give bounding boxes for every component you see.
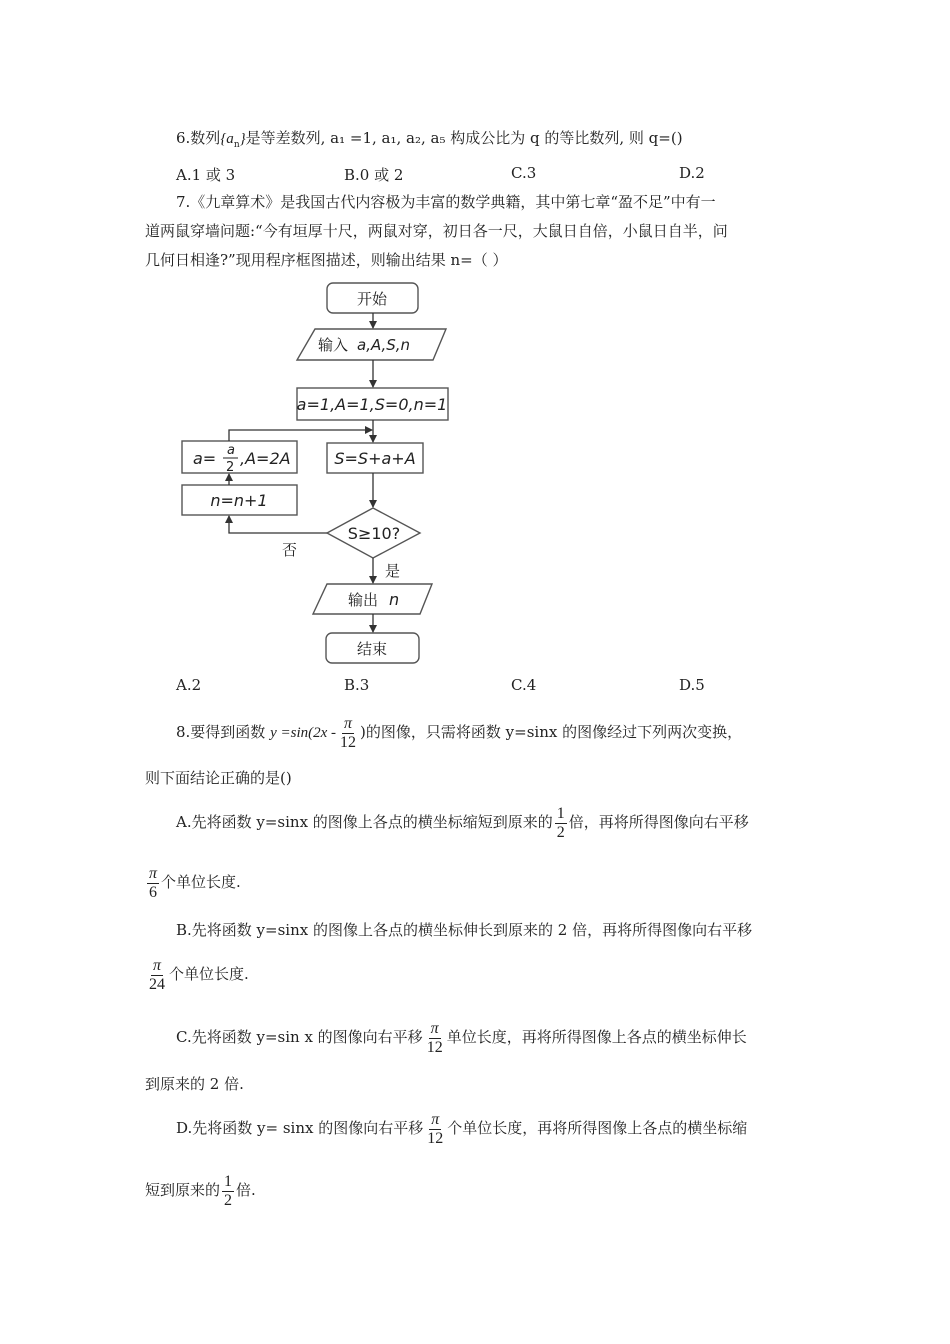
update-a-num: a: [227, 443, 235, 458]
q8-stem-line2: 则下面结论正确的是(): [145, 769, 292, 787]
q6-option-c: C.3: [511, 164, 537, 182]
update-a-den: 2: [226, 460, 235, 475]
q8-option-d-line1: [176, 1108, 747, 1148]
q8-a-text1-post: 倍，再将所得图像向右平移: [568, 813, 749, 831]
q8-d-frac-half: [222, 1173, 234, 1210]
q8-b-pi24-num: π: [152, 956, 161, 974]
q8-d-half-num: 1: [224, 1172, 233, 1190]
q6-option-d: D.2: [679, 164, 705, 182]
update-a-pre: a=: [193, 449, 217, 468]
input-label: 输入: [318, 336, 349, 354]
q8-stem-frac-num: π: [344, 714, 353, 732]
increment-label: n=n+1: [210, 491, 268, 510]
q8-d-pi12-den: 12: [427, 1129, 444, 1147]
q8-b-frac-pi24: [147, 957, 167, 994]
q8-option-b-line2: [145, 954, 249, 994]
yes-label: 是: [385, 562, 401, 580]
q8-a-pi6-num: π: [149, 864, 158, 882]
update-a-post: ,A=2A: [240, 449, 291, 468]
q8-stem-pre: 8.要得到函数: [176, 723, 266, 741]
q8-option-c-line2: 到原来的 2 倍.: [145, 1075, 244, 1093]
q6-option-b: B.0 或 2: [344, 166, 404, 184]
q7-option-d: D.5: [679, 676, 705, 694]
q8-c-text1: C.先将函数 y=sin x 的图像向右平移: [176, 1028, 423, 1046]
q8-a-frac-num: 1: [556, 804, 565, 822]
q7-line2: 道两鼠穿墙问题:“今有垣厚十尺，两鼠对穿，初日各一尺，大鼠日自倍，小鼠日自半，问: [145, 222, 728, 240]
q8-option-c-line1: [176, 1017, 747, 1057]
q8-stem-frac-den: 12: [340, 733, 357, 751]
q6-stem-post: 是等差数列, a₁ =1, a₁, a₂, a₅ 构成公比为 q 的等比数列, 则 q=(): [245, 129, 683, 147]
q8-c-pi12-num: π: [430, 1019, 439, 1037]
q6-stem-pre: 6.数列: [176, 129, 221, 147]
q8-d-text1-post: 个单位长度，再将所得图像上各点的横坐标缩: [447, 1119, 748, 1137]
q8-d-frac-pi12: [425, 1111, 445, 1148]
condition-label: S≥10?: [347, 524, 401, 543]
q8-d-half-den: 2: [224, 1191, 233, 1209]
q8-a-pi6-den: 6: [149, 883, 157, 901]
output-var: n: [389, 590, 400, 609]
q7-option-b: B.3: [344, 676, 370, 694]
q8-a-frac-half: [555, 805, 567, 842]
q7-line1: 7.《九章算术》是我国古代内容极为丰富的数学典籍，其中第七章“盈不足”中有一: [176, 193, 716, 211]
q8-d-pi12-num: π: [431, 1110, 440, 1128]
q8-option-b-line1: B.先将函数 y=sinx 的图像上各点的横坐标伸长到原来的 2 倍，再将所得图像向右平移: [176, 921, 753, 939]
end-label: 结束: [356, 640, 388, 658]
q8-d-text1: D.先将函数 y= sinx 的图像向右平移: [176, 1119, 424, 1137]
q8-a-frac-den: 2: [556, 823, 565, 841]
q8-b-pi24-den: 24: [149, 975, 165, 993]
q8-option-d-line2: [145, 1170, 256, 1210]
q8-stem-close: ): [360, 723, 366, 741]
input-vars: a,A,S,n: [357, 336, 411, 354]
q8-c-frac-pi12: [425, 1020, 445, 1057]
no-label: 否: [282, 541, 298, 559]
q8-option-a-line1: [176, 802, 749, 842]
q8-a-frac-pi6: [147, 865, 159, 902]
q7-option-c: C.4: [511, 676, 537, 694]
q8-stem: [176, 712, 742, 753]
q8-d-text2-post: 倍.: [236, 1181, 256, 1199]
q6-seq: {a: [220, 131, 234, 147]
q8-stem-post: 的图像，只需将函数 y=sinx 的图像经过下列两次变换，: [365, 723, 743, 741]
arrow-condition-increment: [229, 516, 327, 533]
q6-seq-sub: n: [233, 140, 240, 150]
q8-stem-fraction: [338, 715, 358, 752]
q7-option-a: A.2: [176, 676, 202, 694]
q8-option-a-line2: [145, 862, 241, 902]
q8-b-text2: 个单位长度.: [169, 965, 249, 983]
q7-line3: 几何日相逢?”现用程序框图描述，则输出结果 n=（ ）: [145, 251, 508, 269]
q8-a-text1: A.先将函数 y=sinx 的图像上各点的横坐标缩短到原来的: [176, 813, 553, 831]
arrow-update-merge: [229, 430, 372, 441]
q8-d-text2-pre: 短到原来的: [145, 1181, 221, 1199]
q6-option-a: A.1 或 3: [176, 166, 236, 184]
q8-c-pi12-den: 12: [426, 1038, 443, 1056]
q8-a-text2: 个单位长度.: [161, 873, 241, 891]
q8-c-text1-post: 单位长度，再将所得图像上各点的横坐标伸长: [446, 1028, 747, 1046]
start-label: 开始: [356, 290, 388, 308]
q6-seq-close: }: [239, 131, 246, 147]
q8-stem-func: y =sin(2x -: [270, 725, 337, 741]
init-label: a=1,A=1,S=0,n=1: [296, 395, 448, 414]
output-label: 输出: [348, 591, 379, 609]
sum-label: S=S+a+A: [334, 449, 416, 468]
